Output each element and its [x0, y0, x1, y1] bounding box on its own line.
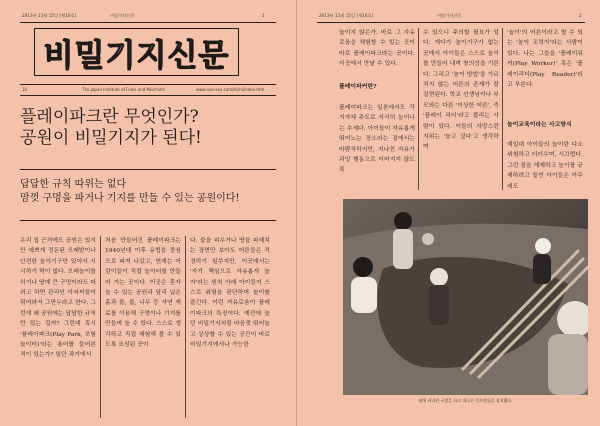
- subhead-line-2: 맘껏 구멍을 파거나 기지를 만들 수 있는 공원이다!: [20, 193, 240, 204]
- top-rule: [20, 22, 276, 23]
- headline-rule: [20, 169, 276, 170]
- subhead-rule: [20, 220, 276, 221]
- right-column-2: 수 있으니 주의할 필요가 있다. 게다가 놀이기구가 없는 곳에서 아이들은 스스로 놀이를 만들어 내며 창의성을 기른다. 그리고 '놀이 방법'을 가르치지 않는 어른의 존재가 잘 실현된다. 학교 선생님이나 부모와는 다른 '이상한 어른', 즉 '플레이 리더'라고 불리는 사람이 있다. 이들의 자랑스런 지위는 '놀고 싶다'고 생각하며: [423, 30, 499, 151]
- left-page-number: 1: [262, 13, 265, 18]
- column-divider: [418, 28, 419, 190]
- right-running-title: 비밀기지신문: [437, 13, 462, 18]
- publisher-rule: [20, 95, 276, 96]
- column-divider: [502, 28, 503, 190]
- section-title-play-education: 놀이교육이라는 사고방식: [507, 121, 572, 128]
- left-column-3: 다. 불을 피우거나 땅을 파헤치는 장면만 보아도 어른들은 걱정하기 일쑤지만, 이곳에서는 '자기 책임으로 자유롭게 놀자'라는 원칙 아래 아이들이 스스로 위험을 판단하며 놀이를 즐긴다. 이런 자유로움이 플레이파크의 특징이다. 예전에 놀던 비밀기지처럼 마음껏 뛰어놀고 상상할 수 있는 공간이 바로 비밀기지에서나 가능한: [190, 238, 270, 349]
- section-title-playpark: 플레이파커란?: [339, 83, 377, 90]
- right-page-number: 2: [579, 13, 582, 18]
- children-digging-photo: [343, 199, 588, 395]
- subhead-line-1: 답답한 규칙 따위는 없다: [20, 179, 127, 190]
- column-divider: [100, 236, 101, 418]
- left-issue-date: 2013년 11월 15일 [제16호]: [22, 13, 77, 18]
- headline-line-2: 공원이 비밀기지가 된다!: [20, 128, 202, 148]
- headline-line-1: 플레이파크란 무엇인가?: [20, 107, 199, 127]
- publisher-number: 16: [22, 87, 28, 92]
- left-column-1: 우리 집 근처에도 공원은 있지만 예쁘게 정돈된 모래밭이나 안전한 놀이기구만 있어서 시시하기 짝이 없다. 모래놀이를 하거나 땅에 큰 구멍이라도 파려고 하면 관리인 아저씨들이 뛰어와서 그만두라고 한다. 그런데 왜 공원에는 답답한 규칙만 있는 걸까? 그런데 혹시 '플레이파크(Play Park, 모험 놀이터)'라는 용어를 들어본 적이 있는가? 일단 과거에서: [20, 238, 96, 359]
- left-running-title: 비밀기지신문: [110, 13, 135, 18]
- right-column-1-top: 놀이지 않은가. 바로 그 자유로움을 체험할 수 있는 곳이 바로 플레이파크라는 곳이다. 이곳에서 만날 수 있다.: [339, 30, 415, 68]
- right-issue-date: 2013년 11월 15일 [제16호]: [319, 13, 374, 18]
- top-rule: [317, 22, 585, 23]
- publisher-org: The Japan Institute of Fools and Mischiefs: [82, 87, 165, 92]
- right-column-3-body: 예일대 아이들의 놀이란 다소 위험하고 더러우며, 시끄럽다. 그런 점을 해제하고 놀이를 규제하려고 들면 아이들은 아무래도: [507, 142, 583, 190]
- photo-caption: 땅에 커다란 구멍을 파고 대나무 미끄럼틀을 설치했다.: [418, 398, 513, 403]
- right-page: [297, 0, 600, 426]
- masthead-title: 비밀기지신문: [43, 37, 230, 74]
- masthead: [34, 28, 239, 76]
- right-column-1-body: 플레이파크는 일본에서도 각 지자체 주도로 서서히 늘어나는 추세다. 아이들이 자유롭게 뛰어노는 장소라는 점에서는 바람직하지만, 지나친 자유가 과잉 행동으로 이어지지 않도록: [339, 105, 415, 174]
- playground-photo: [343, 199, 588, 395]
- left-column-2: 처음 만들어진 플레이파크는 1940년대 이후 유럽을 중심으로 퍼져 나갔고, 현재는 어린이들이 직접 놀이터를 만들어 가는 곳이다. 이곳은 혼자 놀 수 있는 공원과 달리 넓은 흙과 물, 불, 나무 등 자연 재료를 이용해 구멍이나 기지를 만들며 놀 수 있다. 스스로 생각하고 직접 체험해 볼 수 있도록 조성된 곳이: [105, 238, 181, 349]
- masthead-rule: [20, 84, 276, 85]
- left-page: [0, 0, 297, 426]
- column-divider: [185, 236, 186, 418]
- publisher-url: www.xxx-xxx.com/kichi/index.htm: [196, 87, 265, 92]
- right-column-3-top: '놀이'의 어른이라고 할 수 있는 '놀이 조력자'라는 사람이 있다. 나는 그들을 '플레이워커(Play Worker)' 혹은 '플레이리더(Play Reader)'라고 부른다.: [507, 30, 583, 88]
